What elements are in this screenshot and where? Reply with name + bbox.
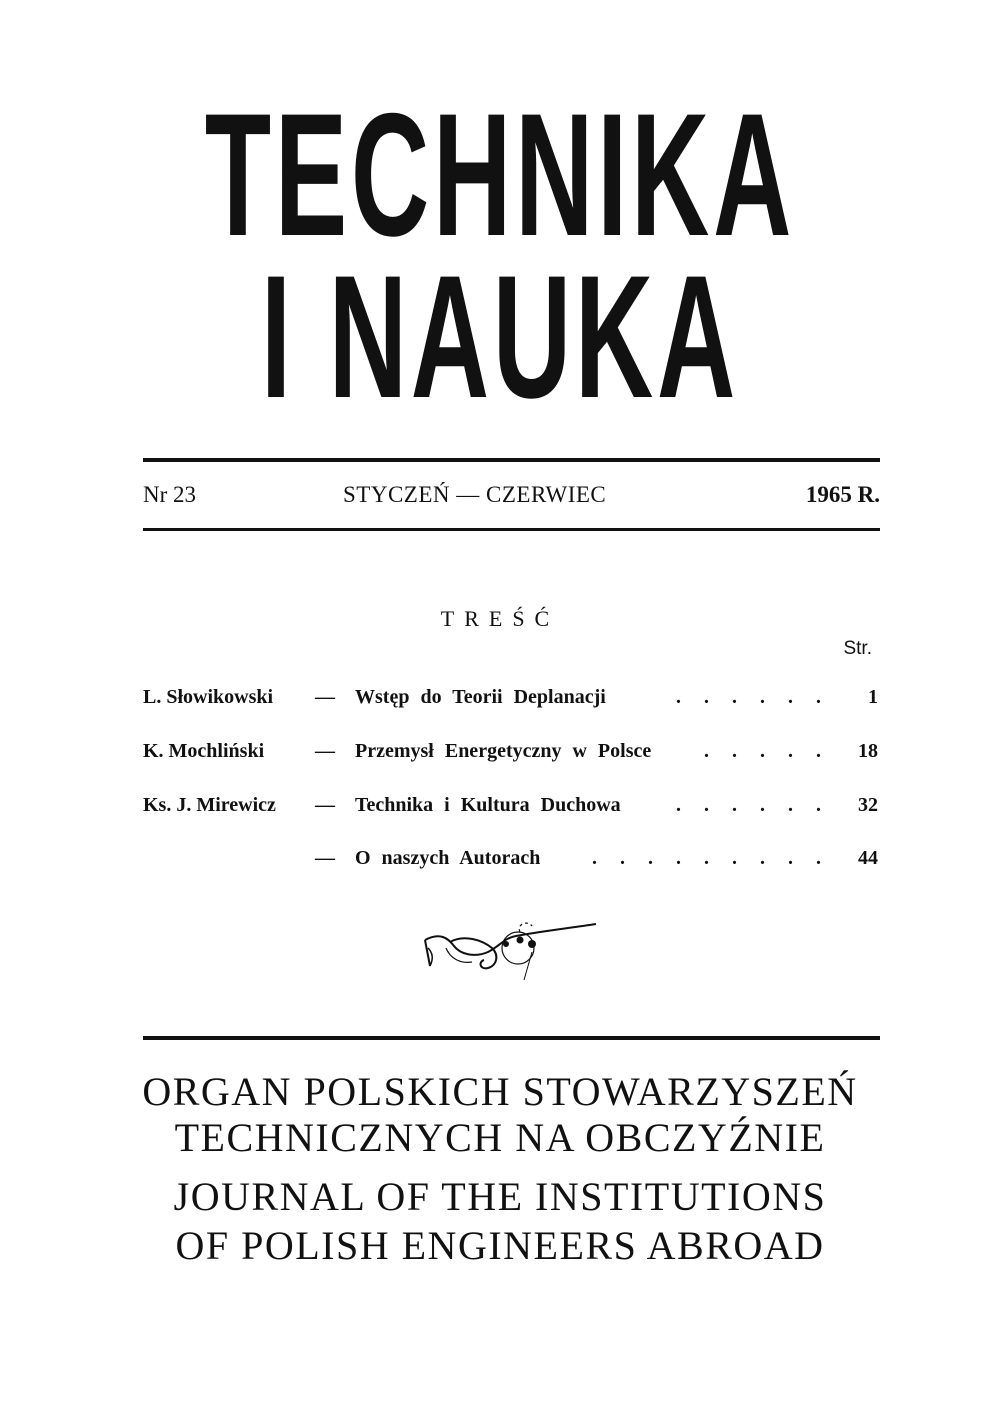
toc-dash: — <box>315 847 335 869</box>
toc-dash: — <box>315 794 335 816</box>
toc-leader-dots: . . . . . <box>704 740 830 762</box>
masthead-title-line2: I NAUKA <box>260 240 740 435</box>
toc-title: Technika i Kultura Duchowa <box>355 794 621 816</box>
toc-author: K. Mochliński <box>143 740 265 762</box>
toc-author: Ks. J. Mirewicz <box>143 794 276 816</box>
footer-polish-line1: ORGAN POLSKICH STOWARZYSZEŃ <box>142 1069 858 1114</box>
toc-dash: — <box>315 686 335 708</box>
toc-dash: — <box>315 740 335 762</box>
footer-rule <box>143 1036 880 1040</box>
masthead-title-line1: TECHNIKA <box>204 78 796 273</box>
toc-author: L. Słowikowski <box>143 686 274 708</box>
toc-entry <box>143 740 880 770</box>
toc-entry <box>143 686 880 716</box>
toc-leader-dots: . . . . . . <box>676 686 830 708</box>
toc-page-number: 1 <box>868 686 878 708</box>
toc-title: O naszych Autorach <box>355 847 541 869</box>
toc-page-number: 44 <box>858 847 878 869</box>
toc-leader-dots: . . . . . . . . . <box>592 847 830 869</box>
issue-info-row <box>143 482 880 516</box>
toc-page-label: Str. <box>843 638 872 659</box>
toc-title: Przemysł Energetyczny w Polsce <box>355 740 652 762</box>
decorative-scroll-ornament-icon <box>420 918 600 988</box>
toc-leader-dots: . . . . . . <box>676 794 830 816</box>
toc-page-number: 18 <box>858 740 878 762</box>
toc-heading: TREŚĆ <box>440 606 560 631</box>
footer-english-line2: OF POLISH ENGINEERS ABROAD <box>175 1223 825 1268</box>
issue-year: 1965 R. <box>805 482 880 507</box>
footer-polish-line2: TECHNICZNYCH NA OBCZYŹNIE <box>174 1115 826 1160</box>
toc-entry <box>143 794 880 824</box>
issue-number: Nr 23 <box>143 482 197 507</box>
issue-rule <box>143 528 880 531</box>
toc-page-number: 32 <box>858 794 878 816</box>
issue-period: STYCZEŃ — CZERWIEC <box>343 482 607 507</box>
toc-entry <box>143 847 880 877</box>
top-rule <box>143 458 880 462</box>
footer-english-line1: JOURNAL OF THE INSTITUTIONS <box>173 1174 827 1219</box>
toc-title: Wstęp do Teorii Deplanacji <box>355 686 606 708</box>
